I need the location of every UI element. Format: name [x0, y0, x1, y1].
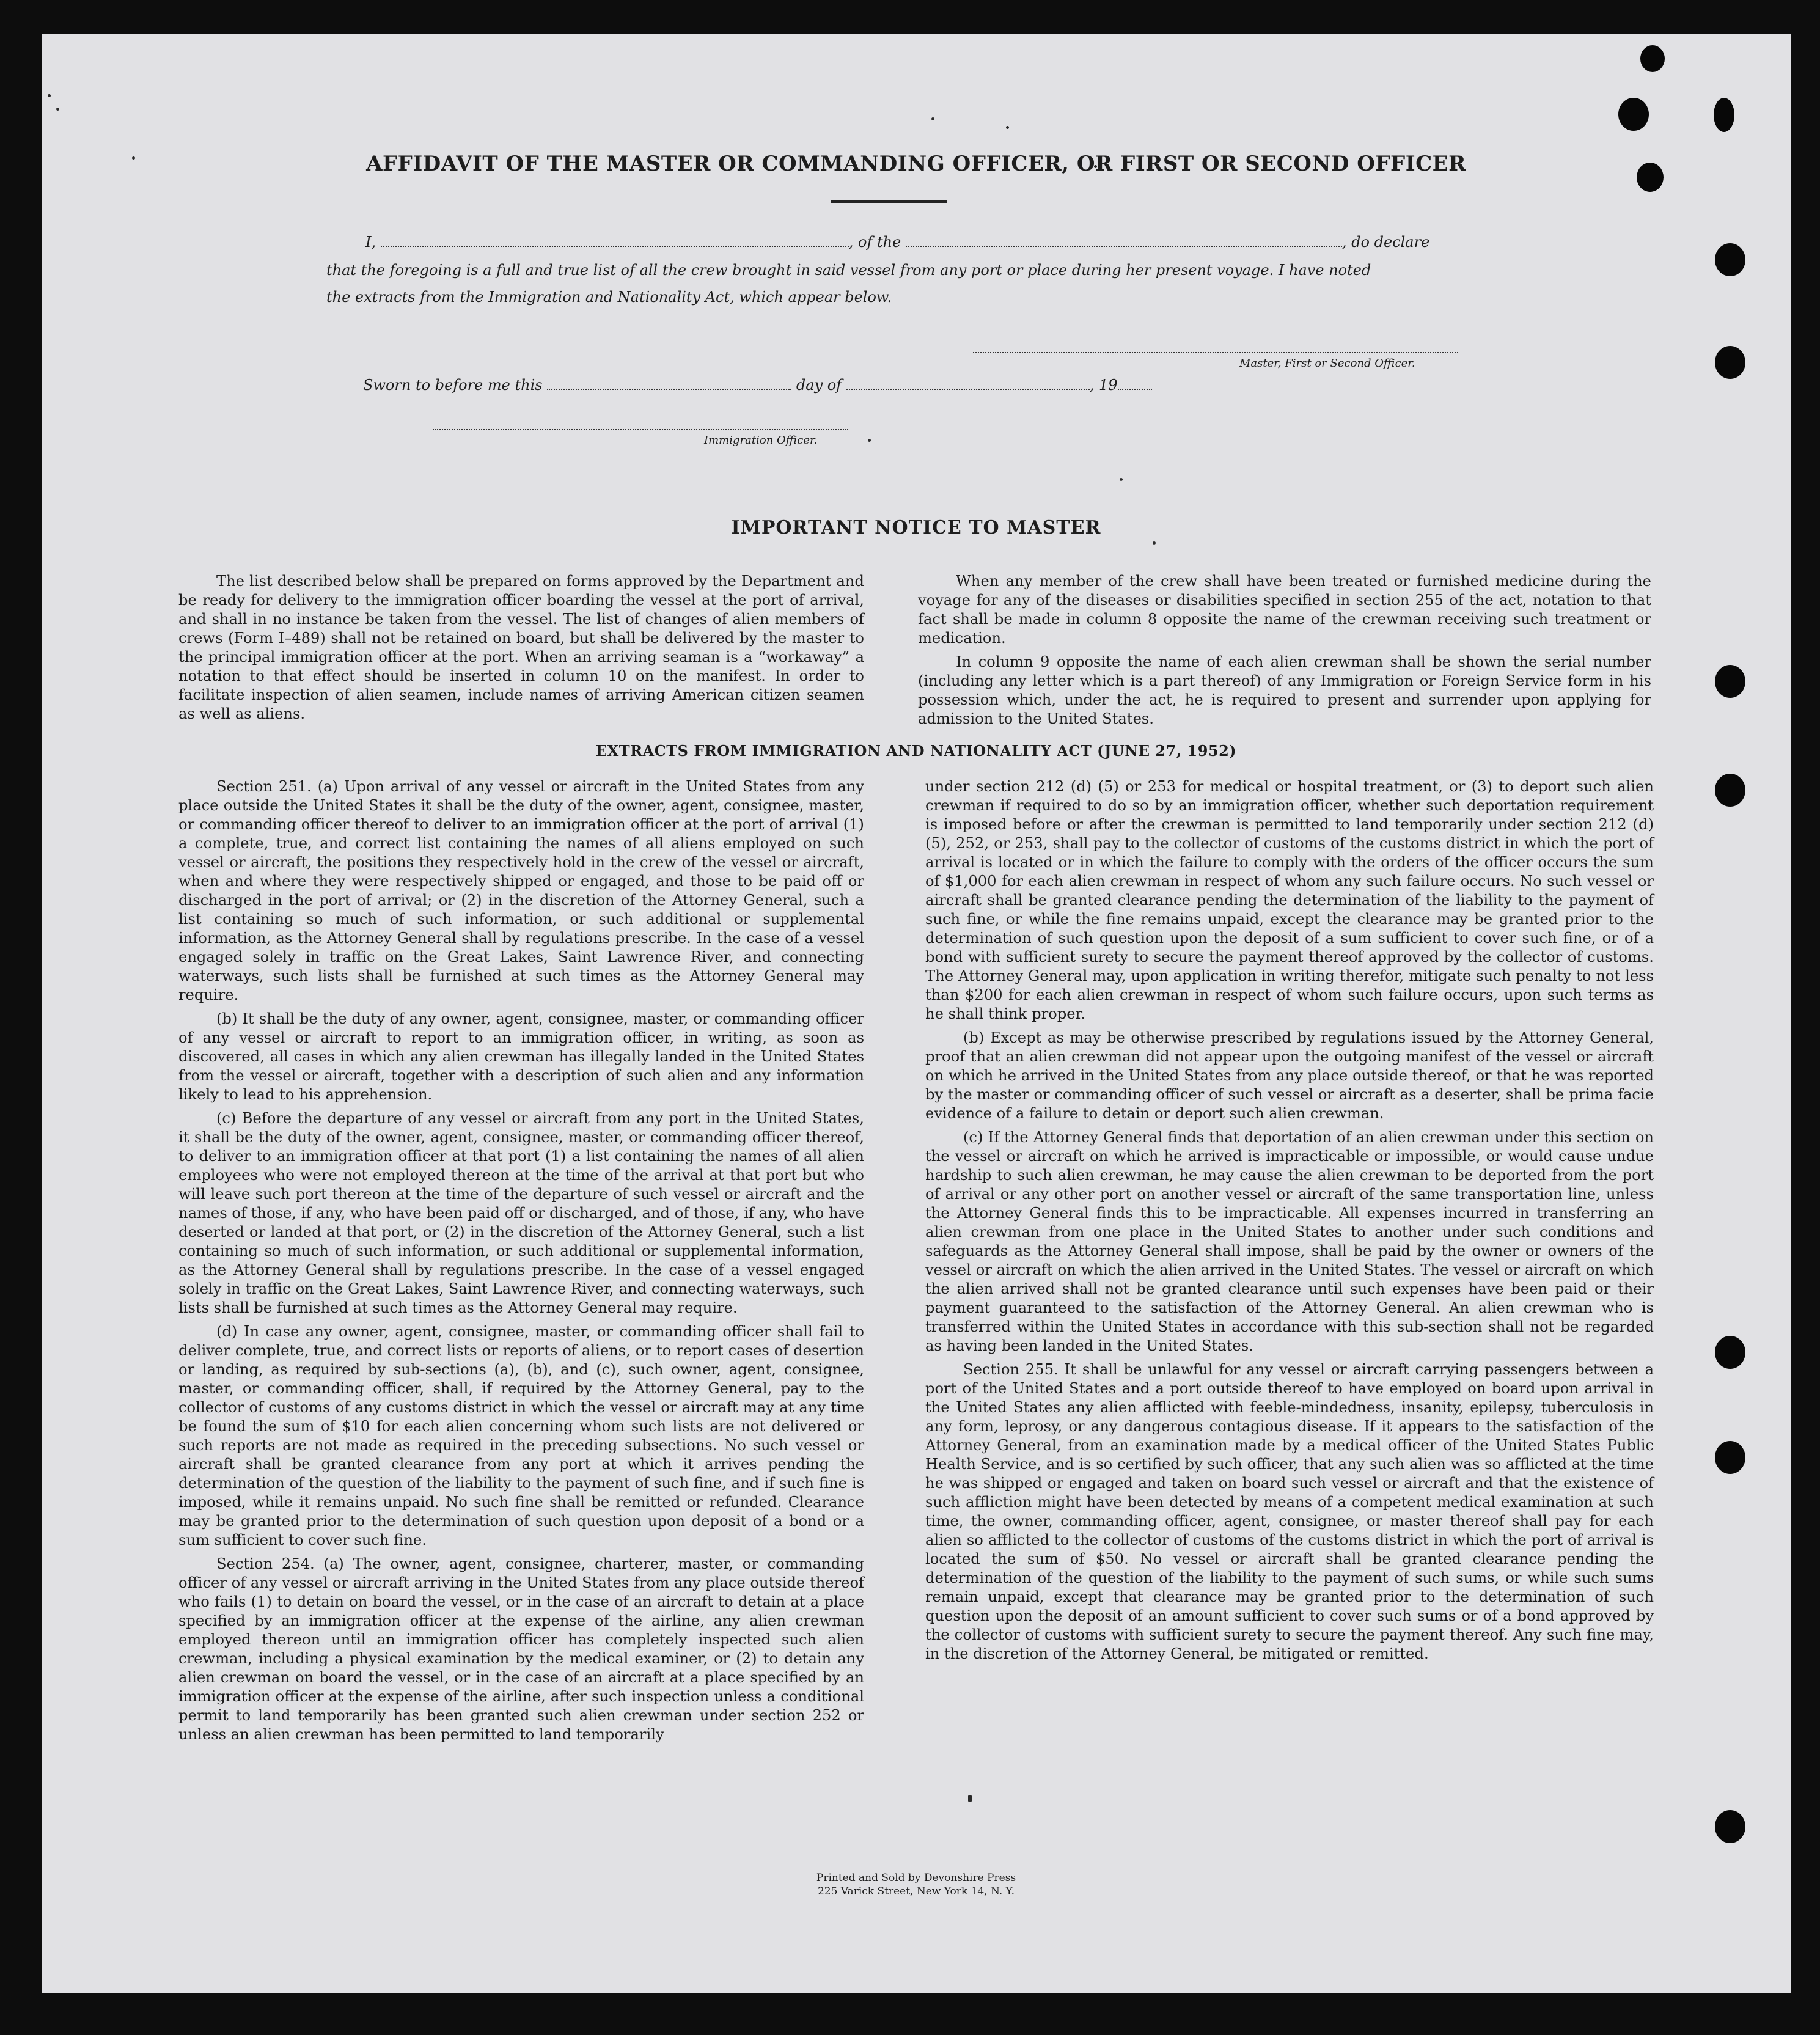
punch-hole	[1715, 1441, 1745, 1474]
extracts-right-column	[925, 777, 1654, 1668]
punch-hole	[1715, 346, 1745, 379]
scan-speck	[1006, 126, 1009, 129]
declaration-suffix: , do declare	[1341, 233, 1430, 251]
punch-hole	[1715, 774, 1745, 807]
extract-paragraph: under section 212 (d) (5) or 253 for medical or hospital treatment, or (3) to deport such alien crewman if required to do so by an immigration officer, whether such deportation requirement is imposed before or after the crewman is permitted to land temporarily under section 212 (d) (5), 252, or 253, shall pay to the collector of customs of the customs district in which the port of arrival is located or in which the failure to comply with the orders of the officer occurs the sum of $1,000 for each alien crewman in respect of whom any such failure occurs. No such vessel or aircraft shall be granted clearance pending the determination of the liability to the payment of such fine, or while the fine remains unpaid, except the clearance may be granted prior to the determination of such question upon the deposit of a sum sufficient to cover such fine, or of a bond with sufficient surety to secure the payment thereof approved by the collector of customs. The Attorney General may, upon application in writing therefor, mitigate such penalty to not less than $200 for each alien crewman in respect of whom such failure occurs, upon such terms as he shall think proper.	[925, 778, 1654, 1022]
punch-hole	[1640, 45, 1665, 72]
master-signature-caption: Master, First or Second Officer.	[1239, 357, 1415, 370]
notice-paragraph: The list described below shall be prepared on forms approved by the Department and be ready for delivery to the immigration officer boarding the vessel at the port of arrival, and shall in no instance be taken from the vessel. The list of changes of alien members of crews (Form I–489) shall not be retained on board, but shall be delivered by the master to the principal immigration officer at the port. When an arriving seaman is a “workaway” a notation to that effect should be inserted in column 10 on the manifest. In order to facilitate inspection of alien seamen, include names of arriving American citizen seamen as well as aliens.	[178, 573, 864, 722]
sworn-prefix: Sworn to before me this	[363, 376, 543, 394]
punch-hole	[1618, 98, 1649, 131]
title-rule	[831, 200, 947, 203]
punch-hole	[1715, 1336, 1745, 1369]
declaration-line	[365, 233, 1429, 251]
notice-paragraph: In column 9 opposite the name of each alien crewman shall be shown the serial number (including any letter which is a part thereof) of any Immigration or Foreign Service form in his possession which, under the act, he is required to present and surrender upon applying for admission to the United States.	[918, 653, 1651, 727]
statement-line-2: the extracts from the Immigration and Nationality Act, which appear below.	[326, 288, 892, 306]
officer-signature-line[interactable]	[433, 429, 848, 430]
notice-left-column	[178, 572, 864, 728]
declaration-prefix: I,	[365, 233, 376, 251]
punch-hole	[1714, 98, 1734, 132]
affidavit-title: AFFIDAVIT OF THE MASTER OR COMMANDING OFFICER, OR FIRST OR SECOND OFFICER	[366, 152, 1466, 176]
sworn-month-field[interactable]	[846, 376, 1090, 390]
extract-paragraph: Section 251. (a) Upon arrival of any vessel or aircraft in the United States from any place outside the United States it shall be the duty of the owner, agent, consignee, master, or commanding officer thereof to deliver to an immigration officer at the port of arrival (1) a complete, true, and correct list containing the names of all aliens employed on such vessel or aircraft, the positions they respectively hold in the crew of the vessel or aircraft, when and where they were respectively shipped or engaged, and those to be paid off or discharged in the port of arrival; or (2) in the discretion of the Attorney General, such a list containing so much of such information, or such additional or supplemental information, as the Attorney General shall by regulations prescribe. In the case of a vessel engaged solely in traffic on the Great Lakes, Saint Lawrence River, and connecting waterways, such lists shall be furnished at such times as the Attorney General may require.	[178, 778, 864, 1003]
extract-paragraph: (c) If the Attorney General finds that deportation of an alien crewman under this section on the vessel or aircraft on which he arrived is impracticable or impossible, or would cause undue hardship to such alien crewman, he may cause the alien crewman to be deported from the port of arrival or any other port on another vessel or aircraft of the same transportation line, unless the Attorney General finds this to be impracticable. All expenses incurred in transferring an alien crewman from one place in the United States to another under such conditions and safeguards as the Attorney General shall impose, shall be paid by the owner or owners of the vessel or aircraft on which the alien arrived in the United States. The vessel or aircraft on which the alien arrived shall not be granted clearance until such expenses have been paid or their payment guaranteed to the satisfaction of the Attorney General. An alien crewman who is transferred within the United States in accordance with this sub-section shall not be regarded as having been landed in the United States.	[925, 1129, 1654, 1354]
sworn-day-label: day of	[796, 376, 842, 394]
name-field[interactable]	[381, 233, 849, 247]
scan-speck	[931, 117, 934, 120]
extract-paragraph: Section 254. (a) The owner, agent, consignee, charterer, master, or commanding officer of any vessel or aircraft arriving in the United States from any place outside thereof who fails (1) to detain on board the vessel, or in the case of an aircraft to detain at a place specified by an immigration officer at the expense of the airline, any alien crewman employed thereon until an immigration officer has completely inspected such alien crewman, including a physical examination by the medical examiner, or (2) to detain any alien crewman on board the vessel, or in the case of an aircraft at a place specified by an immigration officer at the expense of the airline, after such inspection unless a conditional permit to land temporarily has been granted such alien crewman under section 252 or unless an alien crewman has been permitted to land temporarily	[178, 1555, 864, 1743]
extract-paragraph: (c) Before the departure of any vessel or aircraft from any port in the United States, it shall be the duty of the owner, agent, consignee, master, or commanding officer thereof, to deliver to an immigration officer at that port (1) a list containing the names of all alien employees who were not employed thereon at the time of the arrival at that port but who will leave such port thereon at the time of the departure of such vessel or aircraft and the names of those, if any, who have been paid off or discharged, and of those, if any, who have deserted or landed at that port, or (2) in the discretion of the Attorney General, such a list containing so much of such information, or such additional or supplemental information, as the Attorney General shall by regulations prescribe. In the case of a vessel engaged solely in traffic on the Great Lakes, Saint Lawrence River, and connecting waterways, such lists shall be furnished at such times as the Attorney General may require.	[178, 1110, 864, 1316]
statement-line-1: that the foregoing is a full and true list of all the crew brought in said vessel from any port or place during her present voyage. I have noted	[326, 262, 1371, 279]
punch-hole	[1715, 665, 1745, 698]
extract-paragraph: (b) It shall be the duty of any owner, agent, consignee, master, or commanding officer of any vessel or aircraft to report to an immigration officer, in writing, as soon as discovered, all cases in which any alien crewman has illegally landed in the United States from the vessel or aircraft, together with a description of such alien and any information likely to lead to his apprehension.	[178, 1010, 864, 1103]
scan-speck	[1153, 541, 1156, 544]
extract-paragraph: (d) In case any owner, agent, consignee, master, or commanding officer shall fail to deliver complete, true, and correct lists or reports of aliens, or to report cases of desertion or landing, as required by sub-sections (a), (b), and (c), such owner, agent, consignee, master, or commanding officer, shall, if required by the Attorney General, pay to the collector of customs of any customs district in which the vessel or aircraft may at any time be found the sum of $10 for each alien concerning whom such lists are not delivered or such reports are not made as required in the preceding subsections. No such vessel or aircraft shall be granted clearance from any port at which it arrives pending the determination of the question of the liability to the payment of such fine, and if such fine is imposed, while it remains unpaid. No such fine shall be remitted or refunded. Clearance may be granted prior to the determination of such question upon deposit of a bond or a sum sufficient to cover such fine.	[178, 1323, 864, 1549]
punch-hole	[1715, 243, 1745, 276]
sworn-date-field[interactable]	[547, 376, 791, 390]
notice-paragraph: When any member of the crew shall have been treated or furnished medicine during the voyage for any of the diseases or disabilities specified in section 255 of the act, notation to that fact shall be made in column 8 opposite the name of the crewman receiving such treatment or medication.	[918, 573, 1651, 647]
extract-paragraph: Section 255. It shall be unlawful for any vessel or aircraft carrying passengers between a port of the United States and a port outside thereof to have employed on board upon arrival in the United States any alien afflicted with feeble-mindedness, insanity, epilepsy, tuberculosis in any form, leprosy, or any dangerous contagious disease. If it appears to the satisfaction of the Attorney General, from an examination made by a medical officer of the United States Public Health Service, and is so certified by such officer, that any such alien was so afflicted at the time he was shipped or engaged and taken on board such vessel or aircraft and that the existence of such affliction might have been detected by means of a competent medical examination at such time, the owner, commanding officer, agent, consignee, or master thereof shall pay for each alien so afflicted to the collector of customs of the customs district in which the port of arrival is located the sum of $50. No vessel or aircraft shall be granted clearance pending the determination of the question of the liability to the payment of such sums, or while such sums remain unpaid, except that clearance may be granted prior to the determination of such question upon the deposit of an amount sufficient to cover such sums or of a bond approved by the collector of customs with sufficient surety to secure the payment thereof. Any such fine may, in the discretion of the Attorney General, be mitigated or remitted.	[925, 1361, 1654, 1662]
printer-imprint	[42, 1871, 1791, 1898]
master-signature-line[interactable]	[973, 352, 1458, 353]
notice-right-column	[918, 572, 1651, 733]
printer-line-1: Printed and Sold by Devonshire Press	[816, 1872, 1016, 1884]
scan-speck	[1120, 478, 1123, 481]
printer-line-2: 225 Varick Street, New York 14, N. Y.	[817, 1885, 1015, 1898]
document-page	[42, 34, 1791, 1993]
scan-speck	[968, 1795, 972, 1802]
extract-paragraph: (b) Except as may be otherwise prescribed by regulations issued by the Attorney General, proof that an alien crewman did not appear upon the outgoing manifest of the vessel or aircraft on which he arrived in the United States from any place outside thereof, or that he was reported by the master or commanding officer of such vessel or aircraft as a deserter, shall be prima facie evidence of a failure to detain or deport such alien crewman.	[925, 1029, 1654, 1122]
extracts-left-column	[178, 777, 864, 1749]
notice-title: IMPORTANT NOTICE TO MASTER	[731, 517, 1101, 538]
vessel-field[interactable]	[906, 233, 1342, 247]
declaration-middle: , of the	[848, 233, 901, 251]
sworn-line	[363, 376, 1152, 394]
scan-speck	[48, 94, 51, 97]
scan-speck	[868, 439, 871, 442]
officer-signature-caption: Immigration Officer.	[704, 434, 818, 447]
sworn-year-field[interactable]	[1118, 376, 1152, 390]
sworn-year-label: , 19	[1089, 376, 1118, 394]
extracts-title: EXTRACTS FROM IMMIGRATION AND NATIONALITY ACT (JUNE 27, 1952)	[595, 742, 1237, 760]
scan-speck	[56, 108, 59, 111]
punch-hole	[1715, 1810, 1745, 1843]
